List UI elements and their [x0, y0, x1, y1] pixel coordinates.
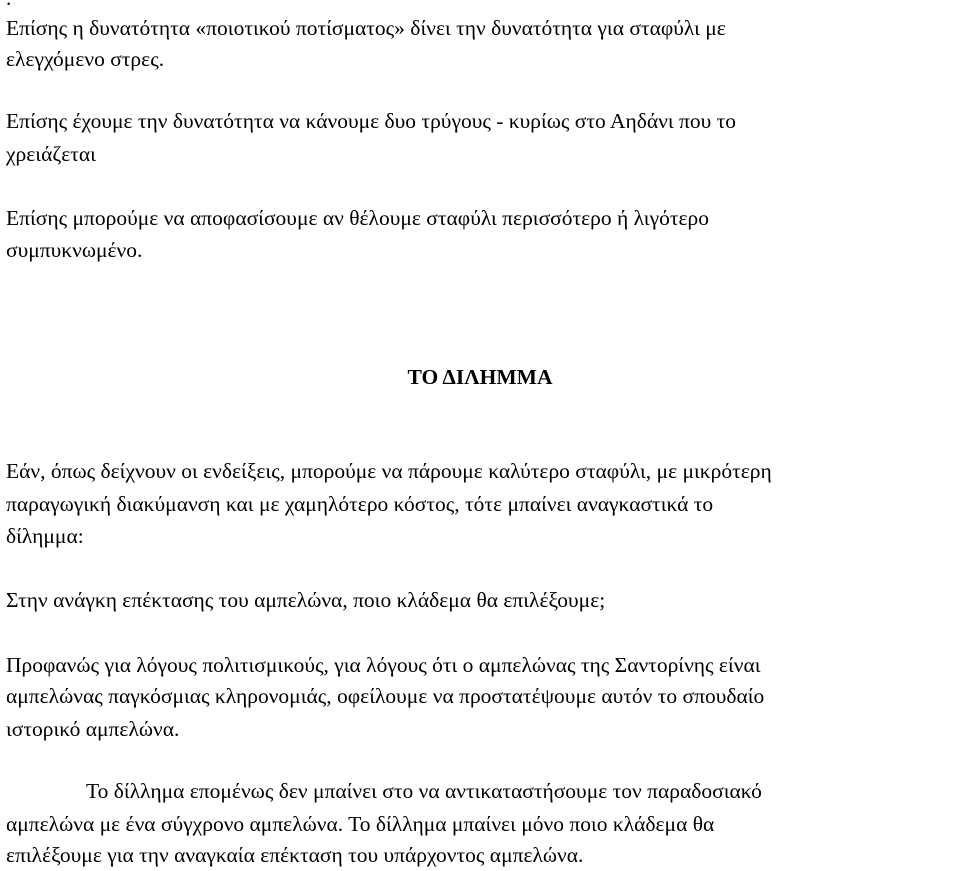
- para2-line2: χρειάζεται: [6, 142, 96, 166]
- para4-line2: παραγωγική διακύμανση και με χαμηλότερο κόστος, τότε μπαίνει αναγκαστικά το: [6, 492, 714, 516]
- para7-line2: αμπελώνα με ένα σύγχρονο αμπελώνα. Το δίλλημα μπαίνει μόνο ποιο κλάδεμα θα: [6, 812, 715, 836]
- para7-line1: Το δίλλημα επομένως δεν μπαίνει στο να αντικαταστήσουμε τον παραδοσιακό: [86, 779, 762, 803]
- para4-line3: δίλημμα:: [6, 524, 84, 548]
- para2-line1: Επίσης έχουμε την δυνατότητα να κάνουμε δυο τρύγους - κυρίως στο Αηδάνι που το: [6, 109, 737, 133]
- para4-line1: Εάν, όπως δείχνουν οι ενδείξεις, μπορούμε να πάρουμε καλύτερο σταφύλι, με μικρότερη: [6, 459, 772, 483]
- para3-line2: συμπυκνωμένο.: [6, 238, 143, 262]
- section-heading: ΤΟ ΔΙΛΗΜΜΑ: [407, 365, 553, 389]
- para1-line1: Επίσης η δυνατότητα «ποιοτικού ποτίσματος» δίνει την δυνατότητα για σταφύλι με: [6, 16, 726, 40]
- para5-line1: Στην ανάγκη επέκτασης του αμπελώνα, ποιο κλάδεμα θα επιλέξουμε;: [6, 588, 606, 612]
- para7-line3: επιλέξουμε για την αναγκαία επέκταση του υπάρχοντος αμπελώνα.: [6, 843, 584, 867]
- para6-line2: αμπελώνας παγκόσμιας κληρονομιάς, οφείλουμε να προστατέψουμε αυτόν το σπουδαίο: [6, 684, 765, 708]
- para6-line3: ιστορικό αμπελώνα.: [6, 717, 180, 741]
- para1-line2: ελεγχόμενο στρες.: [6, 47, 165, 71]
- para6-line1: Προφανώς για λόγους πολιτισμικούς, για λόγους ότι ο αμπελώνας της Σαντορίνης είναι: [6, 653, 761, 677]
- para3-line1: Επίσης μπορούμε να αποφασίσουμε αν θέλουμε σταφύλι περισσότερο ή λιγότερο: [6, 206, 709, 230]
